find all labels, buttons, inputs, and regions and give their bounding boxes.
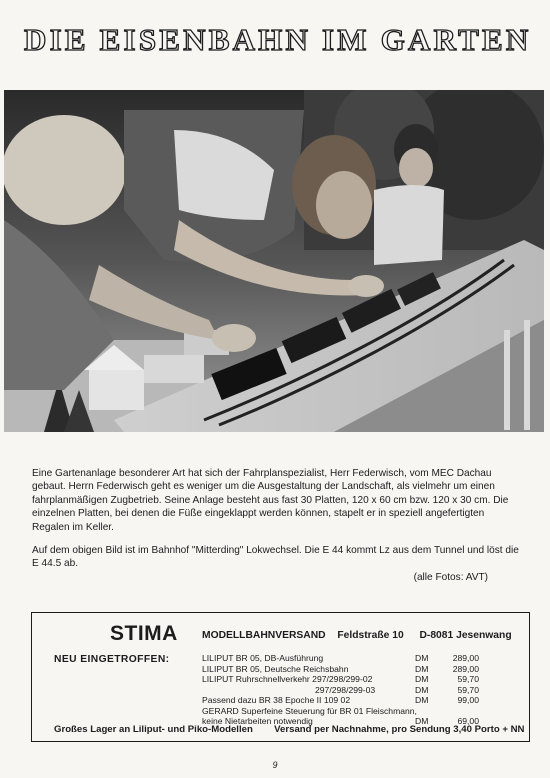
ad-heading: NEU EINGETROFFEN: [54, 654, 170, 665]
ad-item: LILIPUT BR 05, DB-Ausführung DM 289,00 [202, 653, 479, 663]
article-paragraph-2 [32, 544, 522, 583]
ad-address [202, 630, 512, 641]
ad-city: D-8081 Jesenwang [419, 630, 512, 641]
ad-item: LILIPUT Ruhrschnellverkehr 297/298/299-02 DM 59,70 [202, 674, 479, 684]
ad-item: keine Nietarbeiten notwendig DM 69,00 [202, 716, 479, 726]
ad-item: Passend dazu BR 38 Epoche II 109 02 DM 99,00 [202, 695, 479, 705]
ad-item: GERARD Superfeine Steuerung für BR 01 Fleischmann, [202, 705, 417, 716]
photo-garden-railway [4, 90, 544, 432]
ad-item: LILIPUT BR 05, Deutsche Reichsbahn DM 289,00 [202, 663, 479, 674]
page-number: 9 [272, 760, 278, 770]
article-paragraph-1: Eine Gartenanlage besonderer Art hat sich der Fahrplanspezialist, Herr Federwisch, vom MEC Dachau gebaut. Herrn Federwisch geht es weniger um die Ausgestaltung der Landschaft, als vielmehr um einen fahrplanmäßigen Zugbetrieb. Seine Anlage besteht aus fast 30 Platten, 120 x 60 cm bzw. 120 x 30 cm. Die einzelnen Platten, bei denen die Füße eingeklappt werden können, stapelt er in speziell angefertigten Regalen im Keller. [32, 468, 509, 533]
article-paragraph-2-text: Auf dem obigen Bild ist im Bahnhof "Mitterding" Lokwechsel. Die E 44 kommt Lz aus dem Tunnel und löst die E 44.5 ab. [32, 545, 519, 570]
ad-price-list [202, 653, 502, 727]
photo-credit: (alle Fotos: AVT) [413, 571, 488, 583]
ad-street: Feldstraße 10 [337, 630, 404, 641]
ad-footer-shipping: Versand per Nachnahme, pro Sendung 3,40 Porto + NN [274, 724, 525, 735]
ad-item: 297/298/299-03 DM 59,70 [315, 684, 479, 695]
stima-advertisement [31, 612, 530, 742]
ad-brand: STIMA [110, 622, 178, 645]
photo-garden-railway-icon [4, 90, 544, 432]
ad-footer [54, 724, 524, 735]
ad-company: MODELLBAHNVERSAND [202, 630, 326, 641]
ad-footer-stock: Großes Lager an Liliput- und Piko-Modellen [54, 724, 253, 735]
article-body [32, 467, 522, 584]
page-headline: DIE EISENBAHN IM GARTEN [24, 22, 532, 57]
